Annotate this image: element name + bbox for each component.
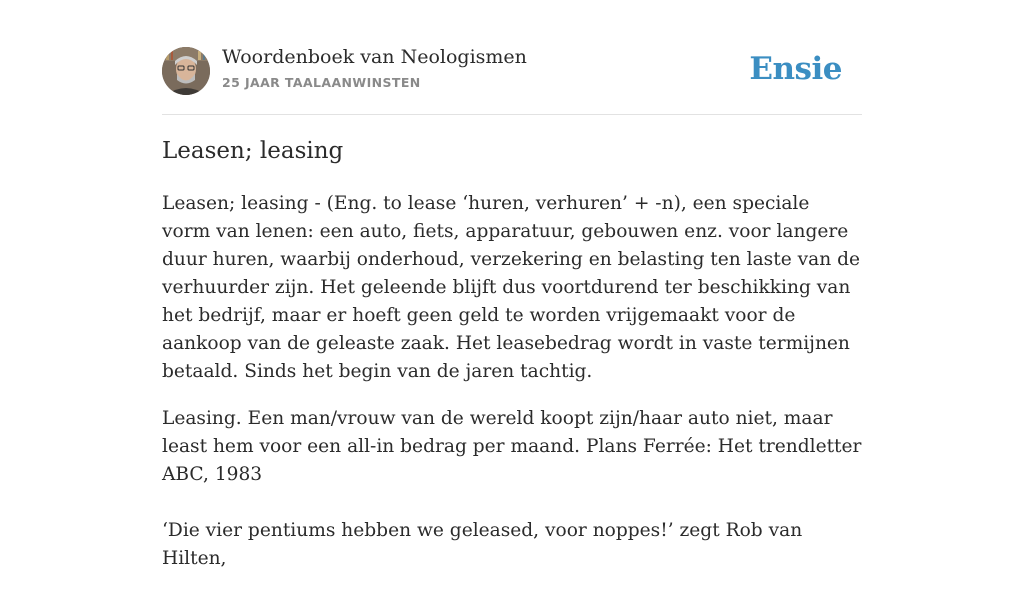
entry-paragraph-citation-1: Leasing. Een man/vrouw van de wereld koopt zijn/haar auto niet, maar least hem voor een all-in bedrag per maand. Plans Ferrée: Het trendletter ABC, 1983 <box>162 408 862 485</box>
entry-title: Leasen; leasing <box>162 138 344 164</box>
site-subtitle: 25 JAAR TAALAANWINSTEN <box>222 75 421 90</box>
page-container <box>162 0 862 569</box>
author-portrait-icon[interactable] <box>162 47 210 95</box>
entry-paragraph-citation-2: ‘Die vier pentiums hebben we geleased, voor noppes!’ zegt Rob van Hilten, <box>162 520 803 569</box>
site-title[interactable]: Woordenboek van Neologismen <box>222 46 527 68</box>
entry-paragraph-definition: Leasen; leasing - (Eng. to lease ‘huren, verhuren’ + -n), een speciale vorm van lenen: een auto, fiets, apparatuur, gebouwen enz. voor langere duur huren, waarbij onderhoud, verzekering en belasting ten laste van de verhuurder zijn. Het geleende blijft dus voortdurend ter beschikking van het bedrijf, maar er hoeft geen geld te worden vrijgemaakt voor de aankoop van de geleaste zaak. Het leasebedrag wordt in vaste termijnen betaald. Sinds het begin van de jaren tachtig. <box>162 193 860 382</box>
site-header <box>162 0 862 115</box>
entry-body <box>162 190 862 592</box>
brand-logo[interactable]: Ensie <box>749 51 842 87</box>
